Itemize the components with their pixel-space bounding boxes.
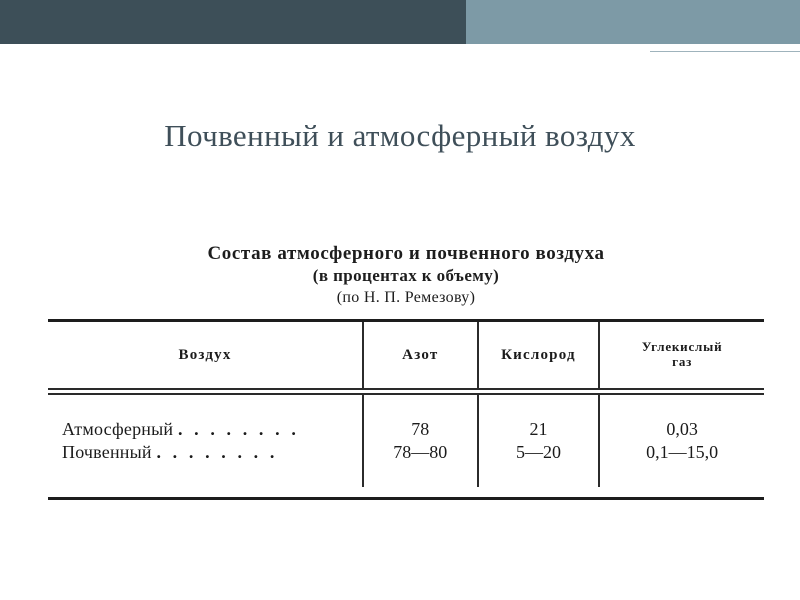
row-label-atmospheric-text: Атмосферный	[62, 419, 174, 439]
composition-table	[48, 322, 764, 388]
figure-caption-line-2: (в процентах к объему)	[312, 266, 500, 285]
cell-soil-co2: 0,1—15,0	[599, 441, 764, 464]
slide-header-decoration	[0, 0, 800, 56]
composition-table-body	[48, 395, 764, 487]
row-label-soil-text: Почвенный	[62, 442, 152, 462]
table-row	[48, 418, 764, 441]
table-row-spacer	[48, 464, 764, 487]
header-band-light	[466, 0, 800, 44]
column-header-co2-line-1: Углекислый	[641, 339, 723, 355]
table-header-divider	[48, 388, 764, 395]
cell-atmospheric-oxygen: 21	[478, 418, 600, 441]
table-row	[48, 441, 764, 464]
header-hairline-rule	[650, 51, 800, 52]
table-header-row	[48, 322, 764, 388]
figure-caption-line-1: Состав атмосферного и почвенного воздуха	[207, 243, 605, 264]
column-header-co2-line-2: газ	[672, 354, 693, 369]
row-label-soil	[48, 441, 363, 464]
cell-soil-nitrogen: 78—80	[363, 441, 478, 464]
page-title: Почвенный и атмосферный воздух	[164, 118, 636, 153]
table-row-spacer	[48, 395, 764, 418]
row-label-atmospheric	[48, 418, 363, 441]
column-header-carbon-dioxide	[599, 322, 764, 388]
table-bottom-rule	[48, 497, 764, 500]
leader-dots: . . . . . . . .	[156, 442, 278, 462]
figure-caption	[48, 243, 764, 307]
header-band-accent	[466, 44, 800, 47]
column-header-nitrogen: Азот	[363, 322, 478, 388]
column-header-air: Воздух	[178, 346, 232, 363]
column-header-oxygen: Кислород	[478, 322, 600, 388]
cell-atmospheric-co2: 0,03	[599, 418, 764, 441]
cell-soil-oxygen: 5—20	[478, 441, 600, 464]
cell-atmospheric-nitrogen: 78	[363, 418, 478, 441]
leader-dots: . . . . . . . .	[177, 419, 300, 439]
figure-caption-source: (по Н. П. Ремезову)	[336, 289, 476, 306]
table-figure	[48, 243, 764, 533]
